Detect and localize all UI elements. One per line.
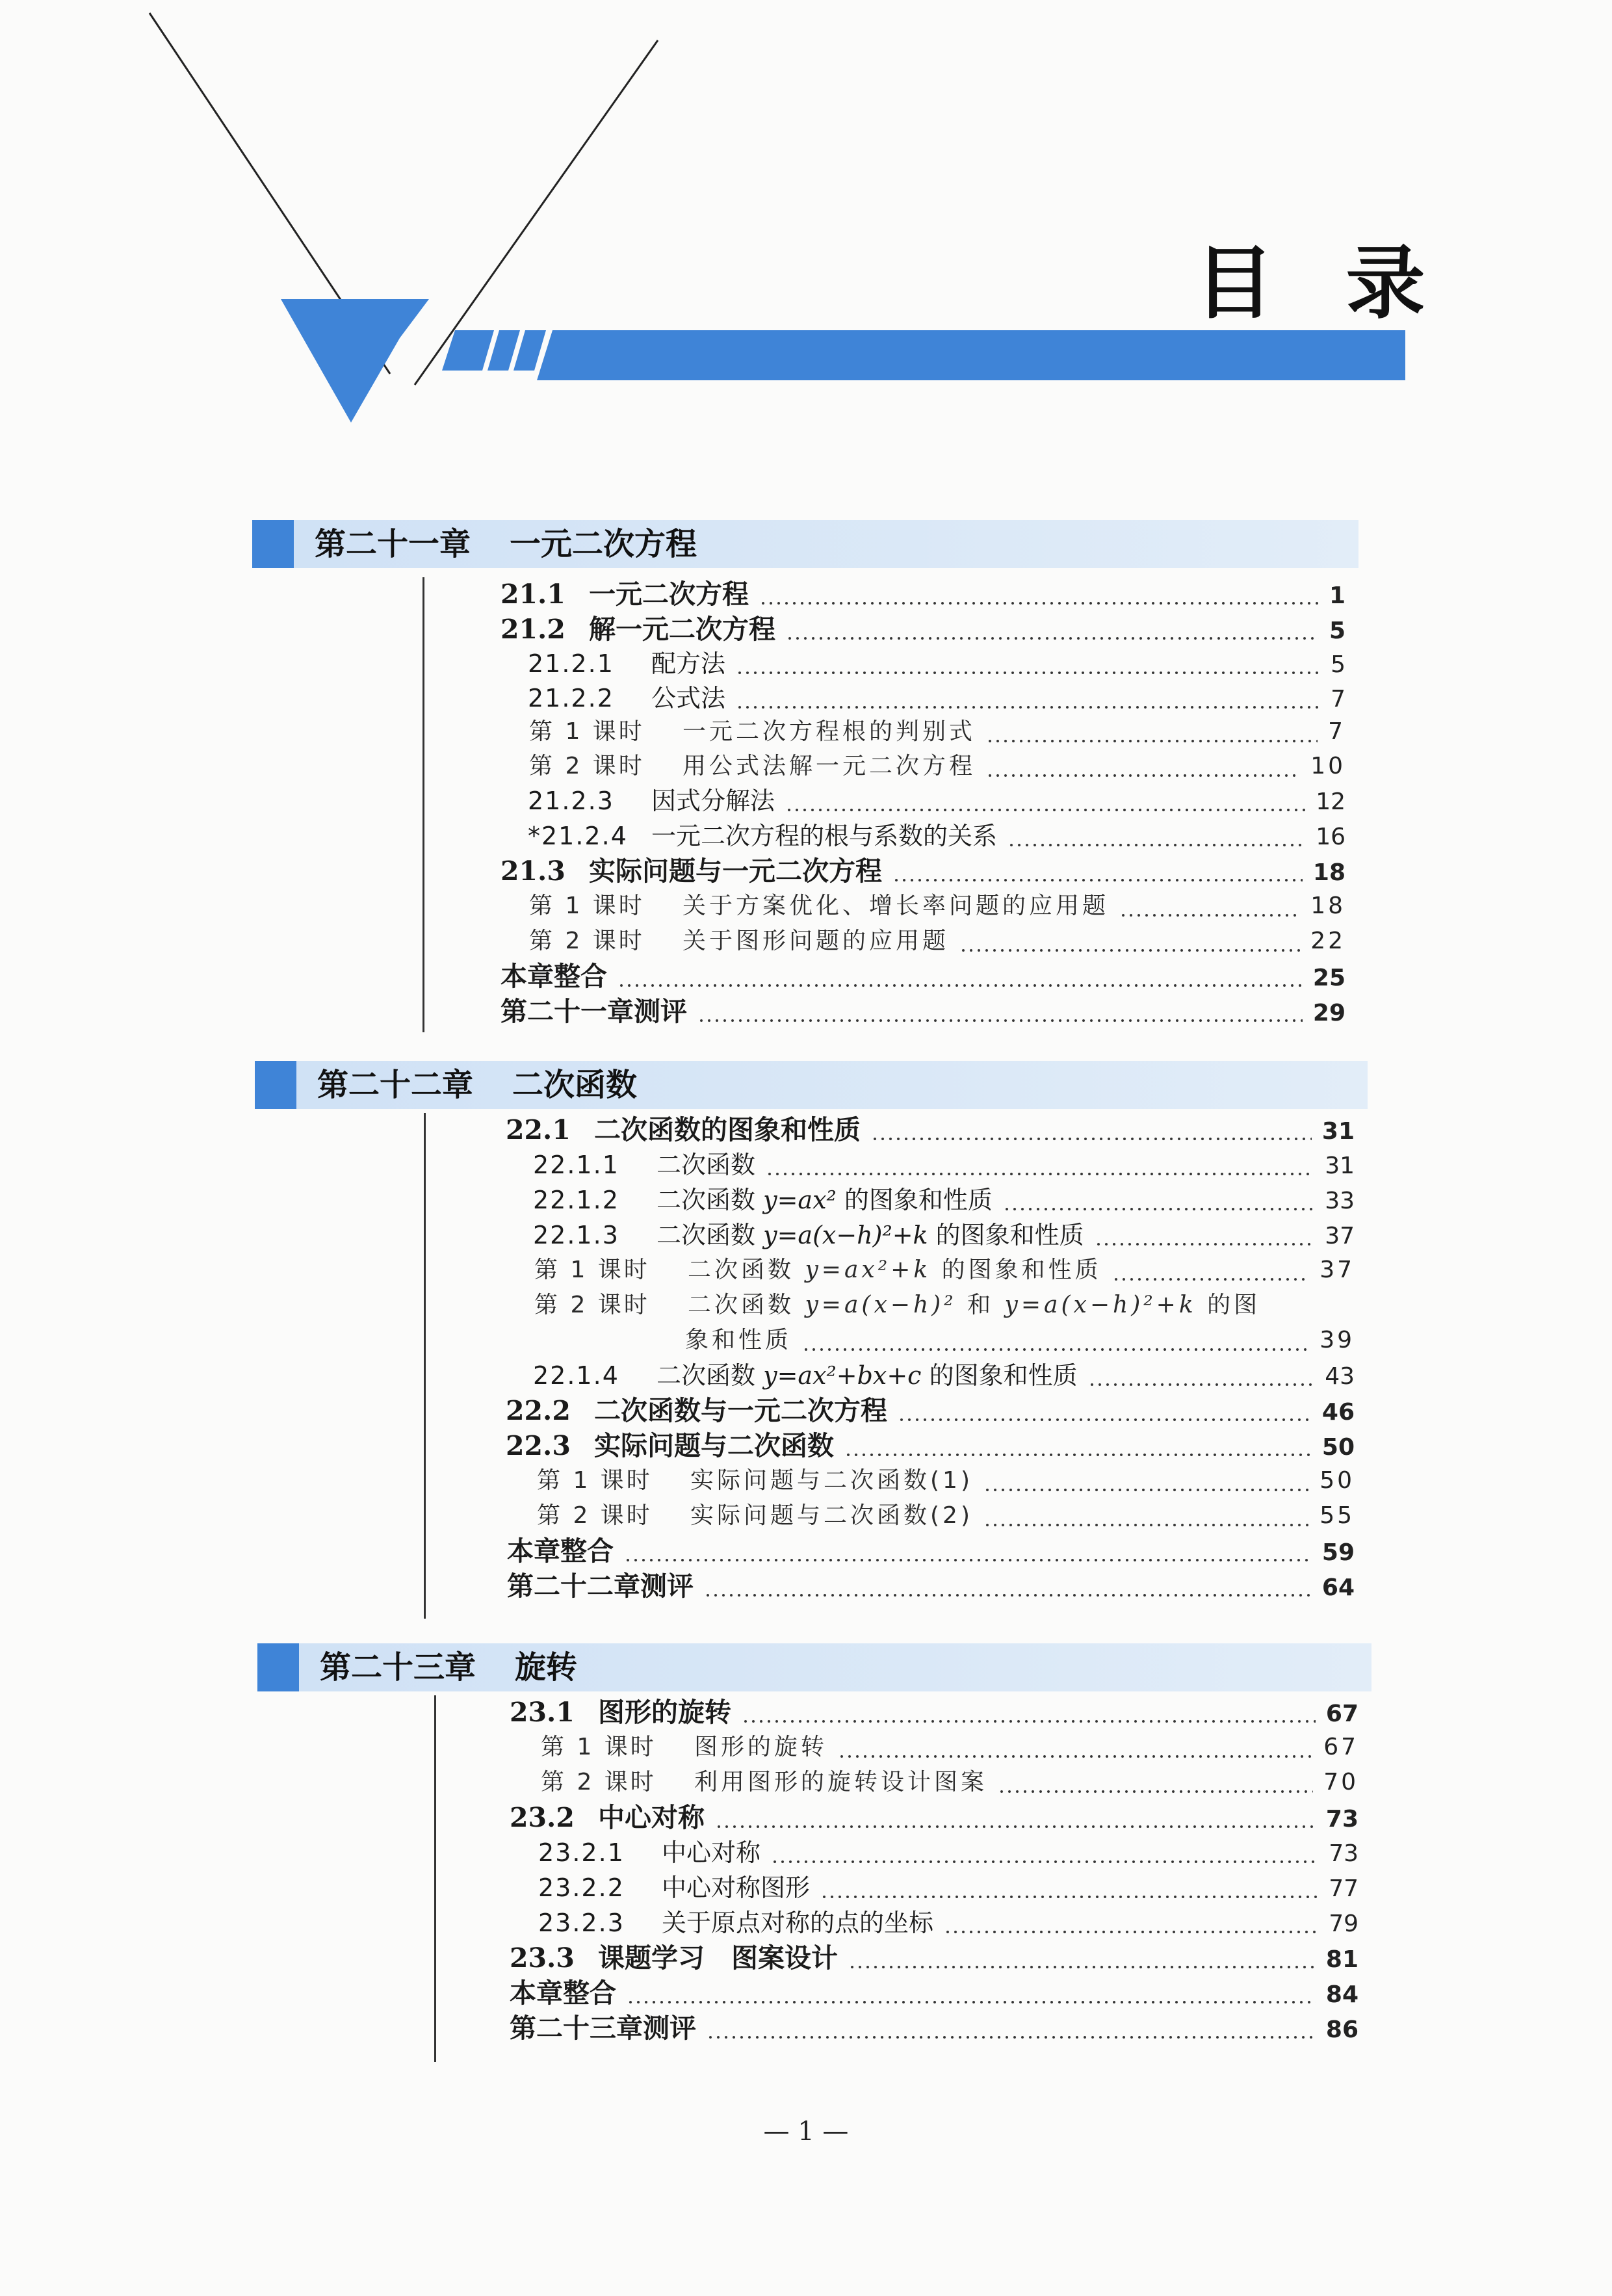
page-number: 46 [1321, 1399, 1355, 1426]
leader-dots [1112, 1257, 1310, 1283]
entry-title: 本章整合 [510, 1977, 616, 2009]
subsection-number: 22.1.4 [533, 1361, 619, 1390]
toc-entry-21-2-2[interactable] [528, 681, 1346, 715]
page-number: 5 [1329, 618, 1346, 644]
lesson-label: 第 1 课时 [537, 1467, 653, 1494]
footer-page-number: — 1 — [763, 2117, 849, 2146]
toc-entry-21-1[interactable] [500, 577, 1346, 611]
page-number: 5 [1331, 651, 1346, 678]
lesson-label: 第 2 课时 [529, 753, 645, 779]
leader-dots [986, 719, 1318, 745]
leader-dots [998, 1769, 1313, 1795]
page-number: 67 [1323, 1734, 1358, 1760]
lesson-label: 第 1 课时 [534, 1257, 650, 1283]
section-number: 22.3 [506, 1430, 571, 1461]
leader-dots [848, 1945, 1316, 1971]
leader-dots [1119, 893, 1300, 919]
toc-entry-21-2[interactable] [500, 612, 1346, 646]
leader-dots [1003, 1187, 1314, 1213]
lesson-title: 实际问题与二次函数(2) [690, 1502, 973, 1529]
lesson-label: 第 1 课时 [529, 893, 645, 919]
toc-entry-22-1-2[interactable] [533, 1183, 1355, 1217]
leader-dots [736, 685, 1320, 711]
page-number: 79 [1329, 1911, 1358, 1937]
toc-entry-21-2-4[interactable] [528, 819, 1346, 853]
leader-dots [983, 1468, 1309, 1494]
toc-entry-23-3[interactable] [510, 1941, 1358, 1975]
section-number: 21.1 [500, 579, 566, 610]
page-title: 目 录 [1195, 236, 1448, 330]
page-number: 33 [1325, 1188, 1355, 1214]
chapter-vertical-rule [434, 1695, 436, 2062]
subsection-number: 23.2.1 [538, 1838, 625, 1867]
chapter-accent-block [252, 520, 294, 568]
subsection-title: 二次函数 [656, 1151, 756, 1179]
section-title: 实际问题与二次函数 [594, 1430, 834, 1461]
chapter-name: 旋转 [515, 1649, 578, 1686]
chapter-accent-block [255, 1061, 296, 1109]
chapter-header-21[interactable] [252, 520, 1358, 568]
chapter-number: 第二十三章 [320, 1649, 476, 1686]
page-number: 22 [1310, 928, 1346, 954]
subsection-title: 配方法 [651, 649, 726, 678]
leader-dots [959, 928, 1300, 954]
decor-blue-chevron [281, 299, 429, 423]
toc-entry-lesson-continued[interactable] [685, 1324, 1355, 1357]
subsection-number: 22.1.3 [533, 1221, 619, 1249]
lesson-label: 第 2 课时 [534, 1292, 650, 1318]
page-number: 67 [1325, 1701, 1358, 1727]
toc-entry-lesson[interactable] [537, 1499, 1355, 1533]
leader-dots [802, 1327, 1309, 1353]
subsection-title: 二次函数 y=a(x−h)²+k 的图象和性质 [656, 1221, 1084, 1249]
subsection-number: 23.2.2 [538, 1873, 625, 1902]
section-title: 二次函数的图象和性质 [594, 1114, 861, 1145]
leader-dots [736, 651, 1320, 677]
section-number: 22.1 [506, 1114, 571, 1145]
section-title: 二次函数与一元二次方程 [594, 1395, 887, 1426]
chapter-vertical-rule [424, 1113, 426, 1619]
subsection-number: 22.1.2 [533, 1186, 619, 1214]
toc-entry-21-3[interactable] [500, 854, 1346, 888]
section-title: 实际问题与一元二次方程 [589, 855, 882, 887]
toc-entry-22-1-3[interactable] [533, 1218, 1355, 1252]
toc-entry-lesson[interactable] [541, 1766, 1358, 1799]
leader-dots [704, 1573, 1312, 1599]
formula: y=ax²+k [805, 1257, 931, 1283]
page-number: 70 [1323, 1769, 1358, 1795]
leader-dots [624, 1538, 1312, 1564]
subsection-title: 公式法 [651, 684, 726, 712]
toc-entry-lesson[interactable] [529, 750, 1346, 783]
page-number: 73 [1325, 1806, 1358, 1833]
subsection-number: 21.2.1 [528, 649, 614, 678]
leader-dots [1088, 1363, 1315, 1389]
section-title: 解一元二次方程 [589, 614, 775, 645]
section-title: 中心对称 [598, 1802, 705, 1833]
section-number: 21.3 [500, 855, 566, 887]
leader-dots [759, 581, 1319, 607]
page-number: 16 [1316, 824, 1346, 850]
section-title: 图形的旋转 [598, 1697, 731, 1728]
lesson-title: 关于图形问题的应用题 [682, 928, 950, 954]
page-number: 37 [1320, 1257, 1355, 1283]
toc-entry-chapter-summary[interactable] [500, 959, 1346, 993]
page-number: 59 [1321, 1539, 1355, 1566]
lesson-title: 图形的旋转 [694, 1734, 828, 1760]
lesson-label: 第 2 课时 [541, 1769, 656, 1795]
leader-dots [785, 788, 1305, 814]
leader-dots [892, 858, 1303, 884]
entry-title: 第二十二章测评 [507, 1571, 694, 1602]
leader-dots [697, 998, 1303, 1024]
leader-dots [944, 1910, 1318, 1936]
toc-entry-chapter-summary[interactable] [507, 1534, 1355, 1568]
lesson-label: 第 1 课时 [529, 718, 645, 745]
toc-entry-lesson[interactable] [534, 1288, 1355, 1322]
entry-title: 第二十三章测评 [510, 2013, 696, 2044]
subsection-number: 21.2.2 [528, 684, 614, 712]
chapter-name: 一元二次方程 [510, 526, 697, 562]
toc-entry-lesson[interactable] [534, 1253, 1355, 1287]
page-number: 50 [1320, 1467, 1355, 1494]
page-number: 64 [1321, 1574, 1355, 1601]
subsection-title: 因式分解法 [651, 787, 775, 815]
section-number: 23.3 [510, 1942, 575, 1974]
leader-dots [742, 1699, 1316, 1725]
page-number: 18 [1310, 893, 1346, 919]
subsection-title: 二次函数 y=ax²+bx+c 的图象和性质 [656, 1361, 1078, 1390]
lesson-title: 用公式法解一元二次方程 [682, 753, 976, 779]
page-number: 31 [1321, 1118, 1355, 1145]
leader-dots [986, 753, 1300, 779]
leader-dots [844, 1433, 1312, 1459]
section-number: 22.2 [506, 1395, 571, 1426]
page-number: 18 [1312, 859, 1346, 886]
leader-dots [838, 1734, 1313, 1760]
subsection-number: 21.2.3 [528, 787, 614, 815]
subsection-title: 关于原点对称的点的坐标 [662, 1909, 934, 1937]
header-decoration [0, 0, 1612, 455]
toc-entry-23-2-3[interactable] [538, 1906, 1358, 1940]
toc-entry-lesson[interactable] [529, 715, 1346, 749]
toc-entry-chapter-summary[interactable] [510, 1976, 1358, 2010]
page-number: 39 [1320, 1327, 1355, 1353]
page-number: 73 [1329, 1840, 1358, 1867]
leader-dots [1095, 1222, 1315, 1248]
toc-entry-chapter-test[interactable] [507, 1569, 1355, 1603]
page-number: 37 [1325, 1223, 1355, 1249]
leader-dots [820, 1875, 1318, 1901]
chapter-number: 第二十二章 [317, 1067, 474, 1103]
toc-entry-lesson[interactable] [529, 924, 1346, 958]
lesson-title: 利用图形的旋转设计图案 [694, 1769, 988, 1795]
toc-entry-21-2-3[interactable] [528, 784, 1346, 818]
toc-entry-22-1-4[interactable] [533, 1359, 1355, 1392]
formula: y=ax² [763, 1186, 837, 1214]
toc-entry-22-2[interactable] [506, 1394, 1355, 1428]
leader-dots [707, 2015, 1316, 2041]
lesson-title-continued: 象和性质 [685, 1327, 792, 1353]
formula: y=ax²+bx+c [763, 1361, 922, 1390]
leader-dots [618, 963, 1303, 989]
section-number: 23.1 [510, 1697, 575, 1728]
leader-dots [766, 1152, 1314, 1178]
subsection-title: 二次函数 y=ax² 的图象和性质 [656, 1186, 993, 1214]
page-number: 29 [1312, 1000, 1346, 1026]
toc-entry-chapter-test[interactable] [500, 995, 1346, 1028]
page-number: 50 [1321, 1434, 1355, 1461]
lesson-label: 第 1 课时 [541, 1734, 656, 1760]
toc-entry-22-1[interactable] [506, 1113, 1355, 1147]
toc-entry-lesson[interactable] [541, 1730, 1358, 1764]
decor-blue-band [537, 330, 1405, 380]
decor-blue-stripe-2 [488, 330, 520, 371]
lesson-label: 第 2 课时 [537, 1502, 653, 1529]
page-number: 86 [1325, 2016, 1358, 2043]
subsection-number: *21.2.4 [528, 822, 628, 850]
toc-entry-23-2-2[interactable] [538, 1871, 1358, 1905]
leader-dots [898, 1398, 1312, 1424]
entry-title: 本章整合 [507, 1535, 614, 1567]
lesson-title: 实际问题与二次函数(1) [690, 1467, 973, 1494]
lesson-title: 二次函数 y=ax²+k 的图象和性质 [688, 1257, 1102, 1283]
page-number: 7 [1331, 686, 1346, 712]
page-number: 10 [1310, 753, 1346, 779]
section-number: 21.2 [500, 614, 566, 645]
chapter-header-23[interactable] [257, 1643, 1372, 1691]
entry-title: 本章整合 [500, 961, 607, 992]
toc-entry-lesson[interactable] [529, 889, 1346, 923]
leader-dots [983, 1503, 1309, 1529]
decor-blue-stripe-3 [514, 330, 546, 371]
subsection-title: 中心对称图形 [662, 1873, 811, 1902]
chapter-header-22[interactable] [255, 1061, 1368, 1109]
leader-dots [871, 1117, 1312, 1143]
formula: y=a(x−h)²+k [763, 1221, 928, 1249]
section-title: 课题学习 图案设计 [598, 1942, 838, 1974]
subsection-title: 一元二次方程的根与系数的关系 [651, 822, 998, 850]
toc-entry-22-3[interactable] [506, 1429, 1355, 1463]
page-number: 77 [1329, 1875, 1358, 1902]
toc-entry-22-1-1[interactable] [533, 1148, 1355, 1182]
leader-dots [1008, 823, 1305, 849]
formula: y=a(x−h)²+k [1004, 1292, 1197, 1318]
subsection-title: 中心对称 [662, 1838, 761, 1867]
toc-entry-23-2[interactable] [510, 1801, 1358, 1834]
leader-dots [786, 616, 1319, 642]
leader-dots [627, 1980, 1316, 2006]
page-number: 43 [1325, 1363, 1355, 1390]
page-number: 84 [1325, 1981, 1358, 2008]
toc-entry-21-2-1[interactable] [528, 647, 1346, 681]
lesson-title: 一元二次方程根的判别式 [682, 718, 976, 745]
page-number: 1 [1329, 582, 1346, 609]
formula: y=a(x−h)² [805, 1292, 957, 1318]
leader-dots [771, 1840, 1318, 1866]
chapter-accent-block [257, 1643, 299, 1691]
chapter-name: 二次函数 [512, 1067, 638, 1103]
entry-title: 第二十一章测评 [500, 996, 687, 1027]
subsection-number: 23.2.3 [538, 1909, 625, 1937]
section-number: 23.2 [510, 1802, 575, 1833]
toc-entry-lesson[interactable] [537, 1464, 1355, 1498]
subsection-number: 22.1.1 [533, 1151, 619, 1179]
page-number: 12 [1316, 789, 1346, 815]
lesson-title: 二次函数 y=a(x−h)² 和 y=a(x−h)²+k 的图 [688, 1292, 1261, 1318]
section-title: 一元二次方程 [589, 579, 749, 610]
leader-dots [715, 1805, 1316, 1831]
page-number: 81 [1325, 1946, 1358, 1973]
toc-entry-23-2-1[interactable] [538, 1836, 1358, 1870]
lesson-title: 关于方案优化、增长率问题的应用题 [682, 893, 1110, 919]
toc-entry-23-1[interactable] [510, 1695, 1358, 1729]
page-number: 55 [1320, 1502, 1355, 1529]
chapter-number: 第二十一章 [315, 526, 471, 562]
page-number: 25 [1312, 965, 1346, 991]
page-number: 7 [1328, 718, 1346, 745]
toc-entry-chapter-test[interactable] [510, 2011, 1358, 2045]
lesson-label: 第 2 课时 [529, 928, 645, 954]
page-number: 31 [1325, 1153, 1355, 1179]
chapter-vertical-rule [422, 577, 424, 1032]
